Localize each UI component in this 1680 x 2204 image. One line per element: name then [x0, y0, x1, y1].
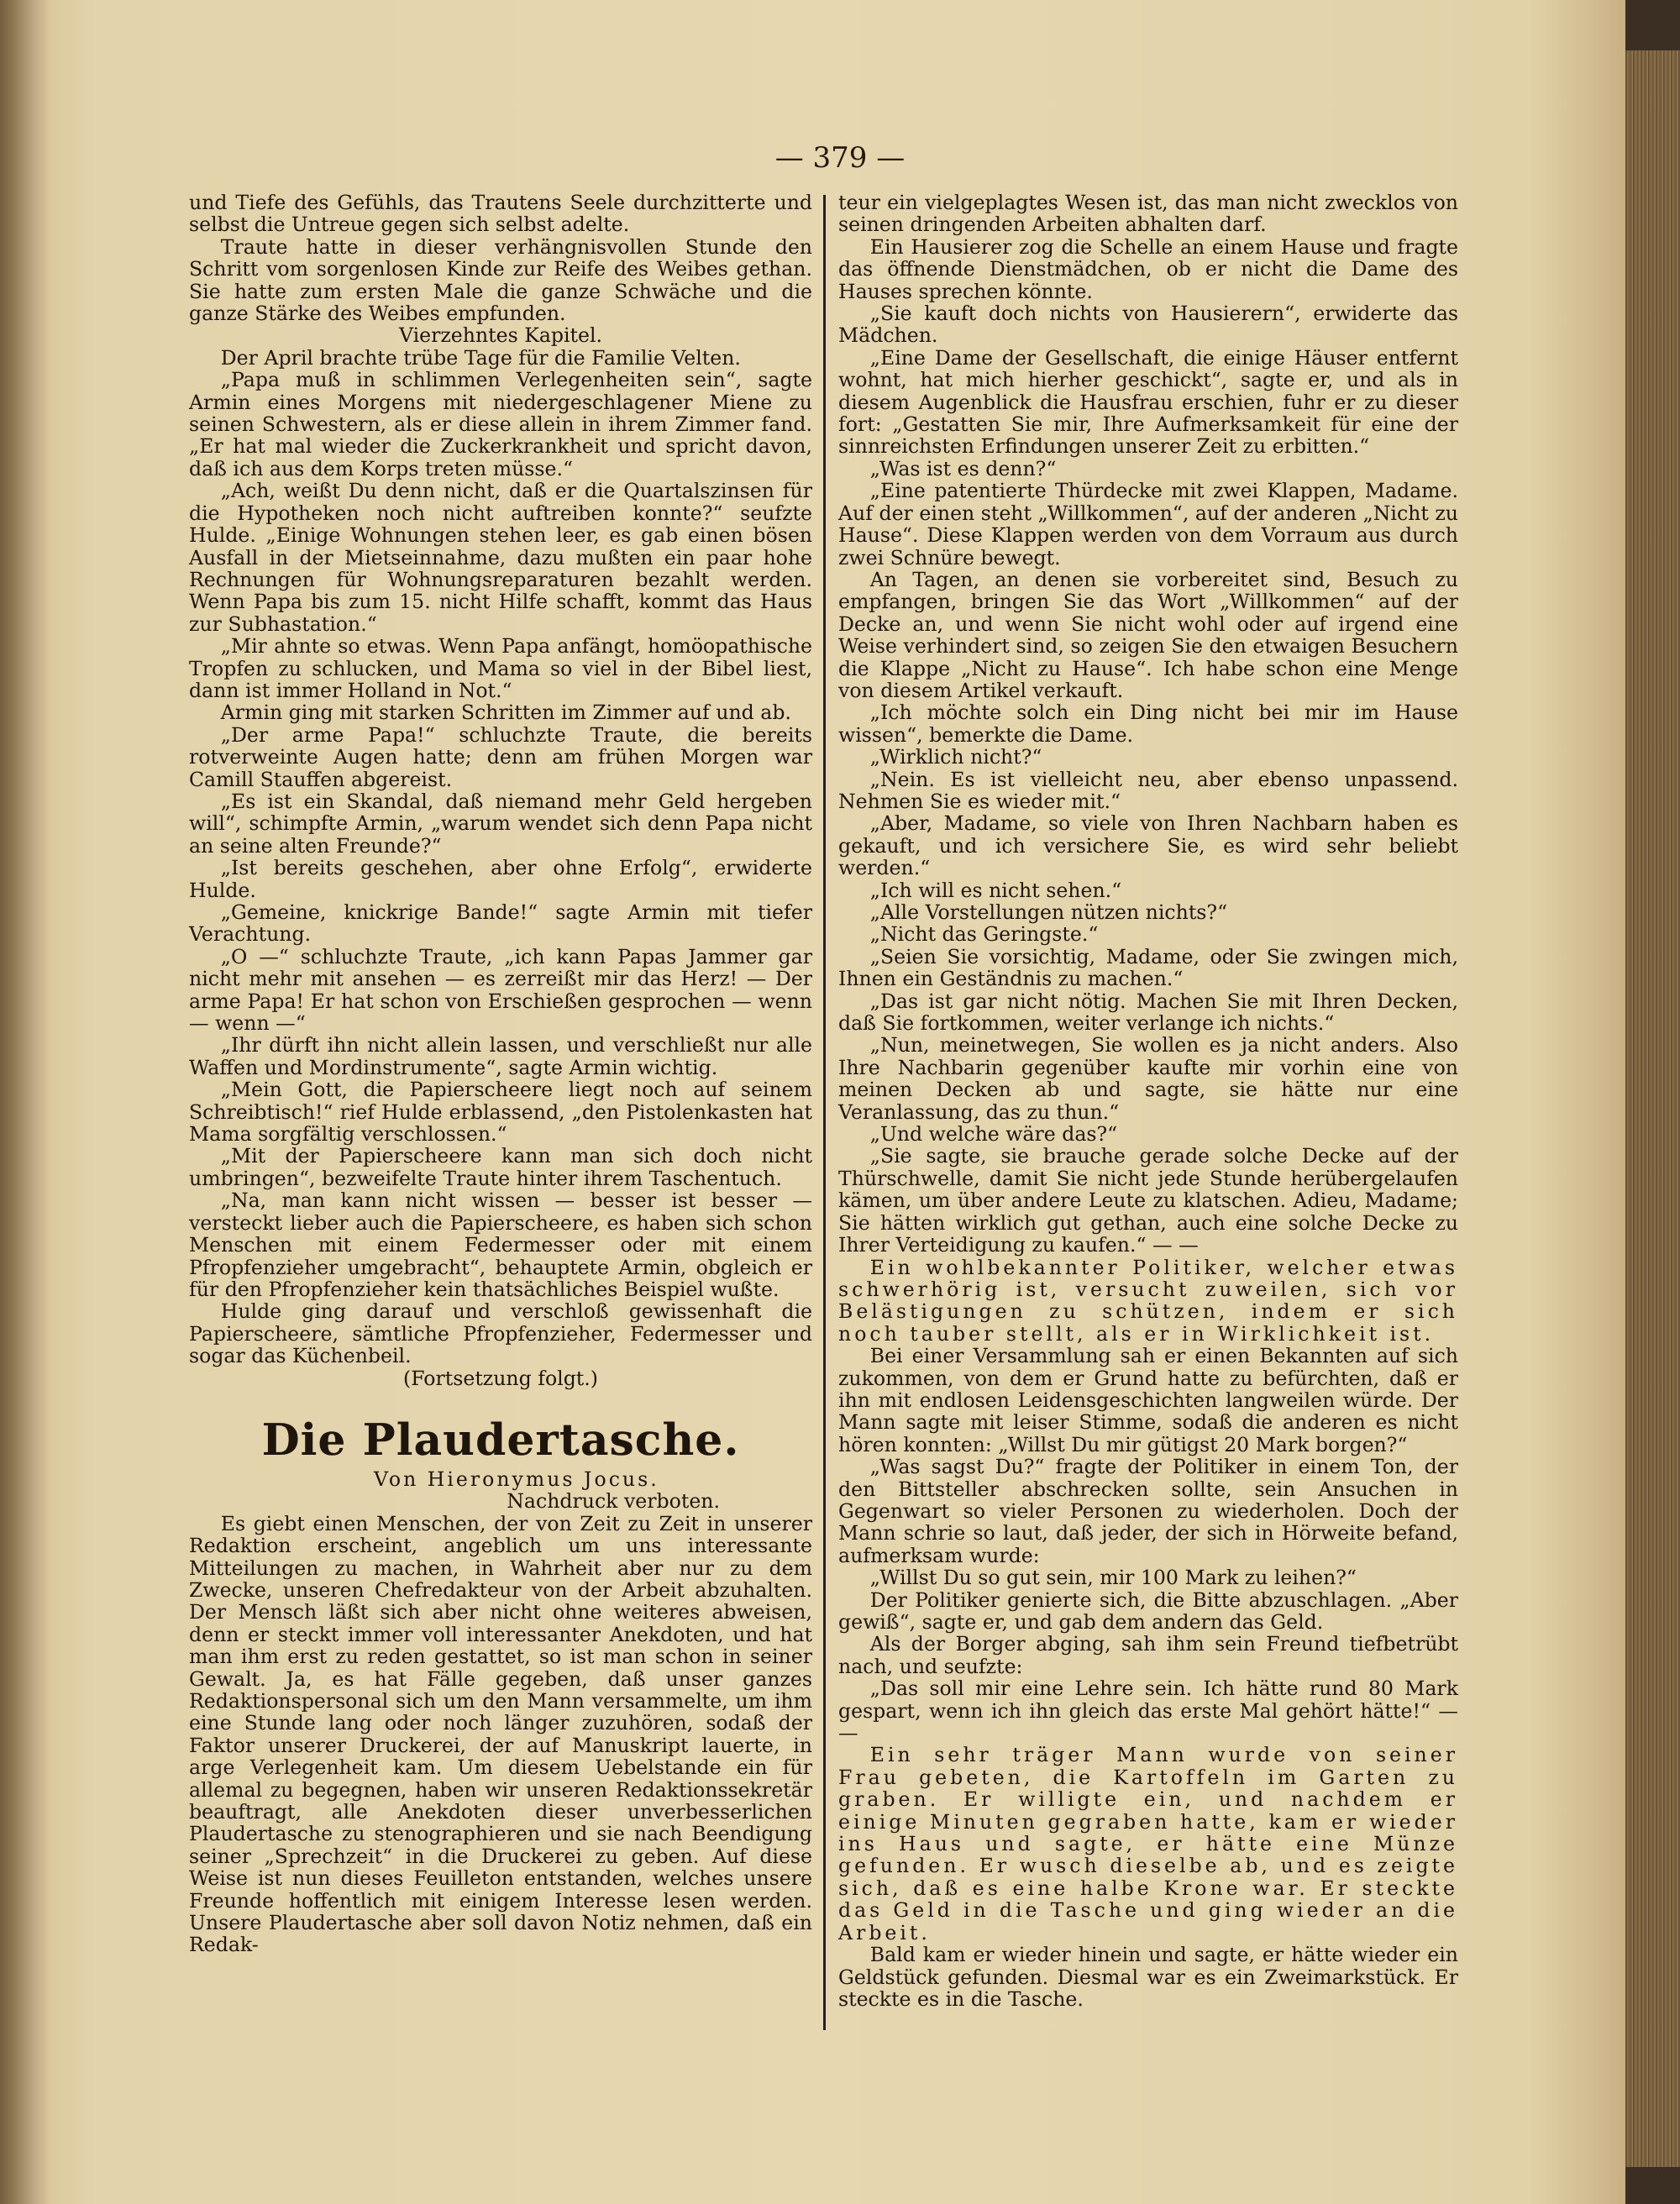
paragraph: Ein sehr träger Mann wurde von seiner Frau gebeten, die Kartoffeln im Garten zu graben. Er willigte ein, und nachdem er einige Minuten gegraben hatte, kam er wieder ins Haus und sagte, er hätte eine Münze gefunden. Er wusch dieselbe ab, und es zeigte sich, daß es eine halbe Krone war. Er steckte das Geld in die Tasche und ging wieder an die Arbeit.	[838, 1743, 1458, 1944]
paragraph: Ein wohlbekannter Politiker, welcher etwas schwerhörig ist, versucht zuweilen, sich vor Belästigungen zu schützen, indem er sich noch tauber stellt, als er in Wirklichkeit ist.	[838, 1255, 1458, 1346]
page-number: — 379 —	[774, 141, 906, 175]
page-edge-stack	[1625, 50, 1680, 2167]
paragraph: „Ach, weißt Du denn nicht, daß er die Quartalszinsen für die Hypotheken noch nicht auftreiben konnte?“ seufzte Hulde. „Einige Wohnungen stehen leer, es gab einen bösen Ausfall in der Mietseinnahme, dazu mußten ein paar hohe Rechnungen für Wohnungsreparaturen bezahlt werden. Wenn Papa bis zum 15. nicht Hilfe schafft, kommt das Haus zur Subhastation.“	[189, 479, 812, 636]
article-byline: Von Hieronymus Jocus.	[374, 1467, 659, 1491]
paragraph: Hulde ging darauf und verschloß gewissenhaft die Papierscheere, sämtliche Pfropfenzieher, Federmesser und sogar das Küchenbeil.	[189, 1299, 812, 1368]
paragraph: „Na, man kann nicht wissen — besser ist besser — versteckt lieber auch die Papierscheere, es haben sich schon Menschen mit einem Federmesser oder mit einem Pfropfenzieher umgebracht“, behauptete Armin, obgleich er für den Pfropfenzieher kein thatsächliches Beispiel wußte.	[189, 1189, 812, 1301]
paragraph: „Nicht das Geringste.“	[869, 922, 1099, 947]
reprint-notice: Nachdruck verboten.	[507, 1489, 720, 1514]
paragraph: „Ich will es nicht sehen.“	[869, 878, 1122, 902]
paragraph: „Es ist ein Skandal, daß niemand mehr Geld hergeben will“, schimpfte Armin, „warum wendet sich denn Papa nicht an seine alten Freunde?“	[189, 789, 812, 858]
paragraph: „Aber, Madame, so viele von Ihren Nachbarn haben es gekauft, und ich versichere Sie, es wird sehr beliebt werden.“	[838, 811, 1458, 880]
paragraph: „Sie kauft doch nichts von Hausierern“, erwiderte das Mädchen.	[838, 302, 1458, 348]
paragraph: „Mir ahnte so etwas. Wenn Papa anfängt, homöopathische Tropfen zu schlucken, und Mama so viel in der Bibel liest, dann ist immer Holland in Not.“	[189, 634, 812, 702]
paragraph: „Willst Du so gut sein, mir 100 Mark zu leihen?“	[869, 1566, 1357, 1590]
paragraph: Ein Hausierer zog die Schelle an einem Hause und fragte das öffnende Dienstmädchen, ob er nicht die Dame des Hauses sprechen könnte.	[838, 234, 1458, 303]
paragraph: Der April brachte trübe Tage für die Familie Velten.	[220, 345, 741, 370]
paragraph: Bei einer Versammlung sah er einen Bekannten auf sich zukommen, von dem er Grund hatte zu befürchten, daß er ihn mit endlosen Leidensgeschichten langweilen würde. Der Mann sagte mit leiser Stimme, sodaß die anderen es nicht hören konnten: „Willst Du mir gütigst 20 Mark borgen?“	[838, 1344, 1458, 1456]
paragraph: und Tiefe des Gefühls, das Trautens Seele durchzitterte und selbst die Untreue gegen sich selbst adelte.	[189, 191, 812, 237]
paragraph: „Das soll mir eine Lehre sein. Ich hätte rund 80 Mark gespart, wenn ich ihn gleich das erste Mal gehört hätte!“ — —	[838, 1677, 1458, 1745]
paragraph: An Tagen, an denen sie vorbereitet sind, Besuch zu empfangen, bringen Sie das Wort „Willkommen“ auf der Decke an, und wenn Sie nicht wohl oder auf irgend eine Weise verhindert sind, so zeigen Sie den etwaigen Besuchern die Klappe „Nicht zu Hause“. Ich habe schon eine Menge von diesem Artikel verkauft.	[838, 567, 1458, 702]
article-title: Die Plaudertasche.	[261, 1414, 740, 1466]
paragraph: „Wirklich nicht?“	[869, 745, 1042, 769]
left-column	[189, 192, 812, 1956]
paragraph: teur ein vielgeplagtes Wesen ist, das man nicht zwecklos von seinen dringenden Arbeiten abhalten darf.	[838, 191, 1458, 237]
paragraph: Es giebt einen Menschen, der von Zeit zu Zeit in unserer Redaktion erscheint, angeblich um uns interessante Mitteilungen zu machen, in Wahrheit aber nur zu dem Zwecke, unseren Chefredakteur von der Arbeit abzuhalten. Der Mensch läßt sich aber nicht ohne weiteres abweisen, denn er steckt immer voll interessanter Anekdoten, und hat man ihm erst zu reden gestattet, so ist man schon in seiner Gewalt. Ja, es hat Fälle gegeben, daß unser ganzes Redaktionspersonal sich um den Mann versammelte, um ihm eine Stunde lang oder noch länger zuzuhören, sodaß der Faktor unserer Druckerei, der auf Manuskript lauerte, in arge Verlegenheit kam. Um diesem Uebelstande ein für allemal zu begegnen, haben wir unseren Redaktionssekretär beauftragt, alle Anekdoten dieser unverbesserlichen Plaudertasche zu stenographieren und sie nach Beendigung seiner „Sprechzeit“ in die Druckerei zu geben. Auf diese Weise ist nun dieses Feuilleton entstanden, welches unsere Freunde hoffentlich mit einigem Interesse lesen werden. Unsere Plaudertasche aber soll davon Notiz nehmen, daß ein Redak-	[189, 1511, 812, 1957]
paragraph: „Der arme Papa!“ schluchzte Traute, die bereits rotverweinte Augen hatte; denn am frühen Morgen war Camill Stauffen abgereist.	[189, 722, 812, 791]
binding-shadow	[0, 0, 50, 2204]
paragraph: „Nun, meinetwegen, Sie wollen es ja nicht anders. Also Ihre Nachbarin gegenüber kaufte mir vorhin eine von meinen Decken ab und sagte, sie hätte nur eine Veranlassung, das zu thun.“	[838, 1033, 1458, 1124]
paragraph: „Gemeine, knickrige Bande!“ sagte Armin mit tiefer Verachtung.	[189, 900, 812, 947]
paragraph: „Ich möchte solch ein Ding nicht bei mir im Hause wissen“, bemerkte die Dame.	[838, 701, 1458, 747]
paragraph: „Ist bereits geschehen, aber ohne Erfolg“, erwiderte Hulde.	[189, 856, 812, 902]
right-column	[838, 192, 1458, 2010]
paragraph: „O —“ schluchzte Traute, „ich kann Papas Jammer gar nicht mehr mit ansehen — es zerreißt mir das Herz! — Der arme Papa! Er hat schon von Erschießen gesprochen — wenn — wenn —“	[189, 944, 812, 1036]
paragraph: Als der Borger abging, sah ihm sein Freund tiefbetrübt nach, und seufzte:	[838, 1632, 1458, 1678]
paragraph: „Nein. Es ist vielleicht neu, aber ebenso unpassend. Nehmen Sie es wieder mit.“	[838, 767, 1458, 813]
paragraph: „Alle Vorstellungen nützen nichts?“	[869, 900, 1228, 924]
chapter-heading: Vierzehntes Kapitel.	[398, 323, 603, 348]
paragraph: „Sie sagte, sie brauche gerade solche Decke auf der Thürschwelle, damit Sie nicht jede Stunde herübergelaufen kämen, um über andere Leute zu klatschen. Adieu, Madame; Sie hätten wirklich gut gethan, auch eine solche Decke zu Ihrer Verteidigung zu kaufen.“ — —	[838, 1144, 1458, 1257]
paragraph: „Eine Dame der Gesellschaft, die einige Häuser entfernt wohnt, hat mich hierher geschickt“, sagte er, und als in diesem Augenblick die Hausfrau erschien, fuhr er zu dieser fort: „Gestatten Sie mir, Ihre Aufmerksamkeit für eine der sinnreichsten Erfindungen unserer Zeit zu erbitten.“	[838, 345, 1458, 459]
paragraph: Der Politiker genierte sich, die Bitte abzuschlagen. „Aber gewiß“, sagte er, und gab dem andern das Geld.	[838, 1587, 1458, 1634]
paragraph: Bald kam er wieder hinein und sagte, er hätte wieder ein Geldstück gefunden. Diesmal war es ein Zweimarkstück. Er steckte es in die Tasche.	[838, 1943, 1458, 2011]
paragraph: „Seien Sie vorsichtig, Madame, oder Sie zwingen mich, Ihnen ein Geständnis zu machen.“	[838, 944, 1458, 991]
paragraph: „Und welche wäre das?“	[869, 1122, 1118, 1147]
paragraph: „Was sagst Du?“ fragte der Politiker in einem Ton, der den Bittsteller abschrecken sollte, sein Ansuchen in Gegenwart so vieler Personen zu wiederholen. Doch der Mann schrie so laut, daß jeder, der sich in Hörweite befand, aufmerksam wurde:	[838, 1455, 1458, 1567]
paragraph: „Ihr dürft ihn nicht allein lassen, und verschließt nur alle Waffen und Mordinstrumente“, sagte Armin wichtig.	[189, 1033, 812, 1079]
paragraph: Armin ging mit starken Schritten im Zimmer auf und ab.	[220, 701, 791, 725]
paragraph: „Mit der Papierscheere kann man sich doch nicht umbringen“, bezweifelte Traute hinter ihrem Taschentuch.	[189, 1144, 812, 1190]
continuation-note: (Fortsetzung folgt.)	[403, 1366, 598, 1390]
paragraph: „Mein Gott, die Papierscheere liegt noch auf seinem Schreibtisch!“ rief Hulde erblassend, „den Pistolenkasten hat Mama sorgfältig verschlossen.“	[189, 1078, 812, 1147]
paragraph: „Eine patentierte Thürdecke mit zwei Klappen, Madame. Auf der einen steht „Willkommen“, auf der anderen „Nicht zu Hause“. Diese Klappen werden von dem Vorraum aus durch zwei Schnüre bewegt.	[838, 479, 1458, 569]
paragraph: „Was ist es denn?“	[869, 456, 1057, 480]
paragraph: „Das ist gar nicht nötig. Machen Sie mit Ihren Decken, daß Sie fortkommen, weiter verlange ich nichts.“	[838, 989, 1458, 1036]
paragraph: Traute hatte in dieser verhängnisvollen Stunde den Schritt vom sorgenlosen Kinde zur Reife des Weibes gethan. Sie hatte zum ersten Male die ganze Schwäche und die ganze Stärke des Weibes empfunden.	[189, 234, 812, 326]
paragraph: „Papa muß in schlimmen Verlegenheiten sein“, sagte Armin eines Morgens mit niedergeschlagener Miene zu seinen Schwestern, als er diese allein in ihrem Zimmer fand. „Er hat mal wieder die Zuckerkrankheit und spricht davon, daß ich aus dem Korps treten müsse.“	[189, 368, 812, 480]
column-rule	[823, 195, 826, 2030]
